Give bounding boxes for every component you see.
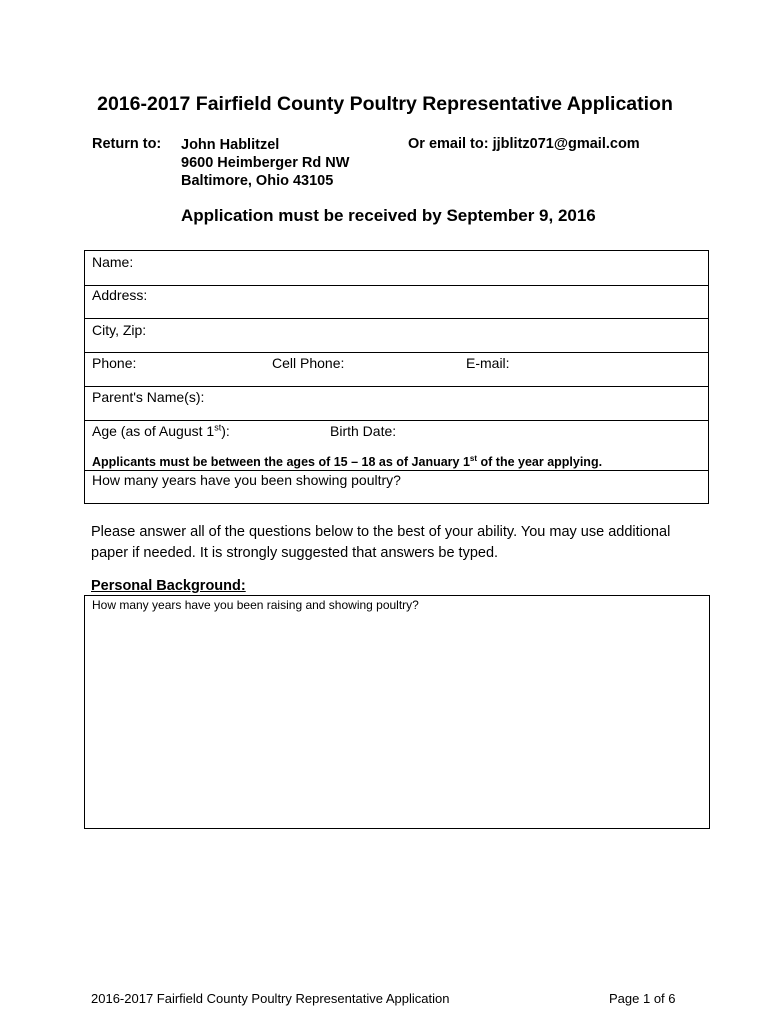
parents-row[interactable] bbox=[85, 386, 708, 421]
parents-label: Parent's Name(s): bbox=[92, 389, 205, 405]
return-name: John Hablitzel bbox=[181, 137, 280, 153]
phone-row bbox=[85, 352, 708, 387]
address-row[interactable] bbox=[85, 285, 708, 319]
personal-background-heading: Personal Background: bbox=[91, 578, 246, 594]
birth-date-label[interactable]: Birth Date: bbox=[330, 423, 397, 439]
years-showing-row[interactable] bbox=[85, 470, 708, 505]
deadline-notice: Application must be received by September 9, 2016 bbox=[181, 206, 596, 225]
personal-background-question: How many years have you been raising and showing poultry? bbox=[92, 598, 419, 612]
cell-phone-label[interactable]: Cell Phone: bbox=[272, 355, 345, 371]
city-zip-row[interactable] bbox=[85, 318, 708, 353]
city-zip-label: City, Zip: bbox=[92, 322, 147, 338]
return-email: Or email to: jjblitz071@gmail.com bbox=[408, 136, 640, 152]
return-street: 9600 Heimberger Rd NW bbox=[181, 155, 350, 171]
name-row[interactable] bbox=[85, 251, 708, 285]
address-label: Address: bbox=[92, 287, 148, 303]
footer-title: 2016-2017 Fairfield County Poultry Representative Application bbox=[91, 991, 450, 1006]
name-label: Name: bbox=[92, 254, 134, 270]
phone-label[interactable]: Phone: bbox=[92, 355, 137, 371]
page-number: Page 1 of 6 bbox=[609, 991, 676, 1006]
age-requirement-notice: Applicants must be between the ages of 15 – 18 as of January 1st of the year applying. bbox=[92, 453, 603, 469]
return-address bbox=[181, 136, 349, 190]
page-title: 2016-2017 Fairfield County Poultry Representative Application bbox=[97, 93, 673, 115]
instructions-text: Please answer all of the questions below to the best of your ability. You may use additional paper if needed. It is strongly suggested that answers be typed. bbox=[91, 524, 671, 561]
email-label[interactable]: E-mail: bbox=[466, 355, 510, 371]
years-showing-label: How many years have you been showing poultry? bbox=[92, 472, 401, 488]
age-label[interactable]: Age (as of August 1st): bbox=[92, 422, 230, 439]
return-city: Baltimore, Ohio 43105 bbox=[181, 173, 334, 189]
return-to-label: Return to: bbox=[92, 136, 162, 152]
personal-background-answer-box[interactable] bbox=[84, 595, 710, 829]
